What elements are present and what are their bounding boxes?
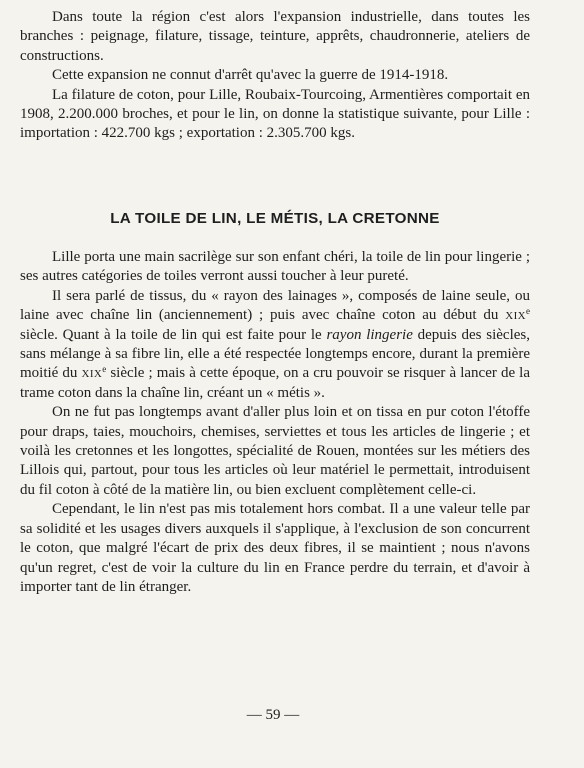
paragraph-pur-coton: On ne fut pas longtemps avant d'aller plus loin et on tissa en pur coton l'étoffe pour draps, taies, mouchoirs, chemises, serviettes et tous les articles de lingerie ; et voilà les cretonnes et les longottes, spécialité de Rouen, montées sur les métiers des Lillois qui, partout, pour tous les articles où leur matériel le permettait, introduisent du fil coton à côté de la matière lin, ou bien excluent complètement celle-ci. [20,404,530,498]
paragraph-tissus [20,287,530,403]
paragraph-tissus-part-a: Il sera parlé de tissus, du « rayon des lainages », composés de laine seule, ou laine avec chaîne lin (anciennement) ; puis avec chaîne coton au début du [20,287,530,324]
paragraph-cependant: Cependant, le lin n'est pas mis totalement hors combat. Il a une valeur telle par sa solidité et les usages divers auxquels il s'applique, à l'exclusion de son concurrent le coton, que malgré l'écart de prix des deux fibres, il se maintient ; nous n'avons qu'un regret, c'est de voir la culture du lin en France perdre du terrain, et d'avoir à importer tant de lin étranger. [20,501,530,595]
paragraph-tissus-part-b: siècle. Quant à la toile de lin qui est faite pour le [20,326,327,343]
century-numeral: xix [81,365,103,382]
paragraph-expansion: Dans toute la région c'est alors l'expansion industrielle, dans toutes les branches : peignage, filature, tissage, teinture, apprêts, chaudronnerie, ateliers de constructions. [20,9,530,64]
page-number: — 59 — [246,707,300,723]
paragraph-tissus-part-c: depuis des siècles, sans mélange à sa fibre lin, elle a été respectée longtemps encore, durant la première moitié du [20,326,530,382]
century-superscript: e [526,306,530,317]
rayon-lingerie-italic: rayon lingerie [326,326,413,343]
paragraph-tissus-part-d: siècle ; mais à cette époque, on a cru pouvoir se risquer à lancer de la trame coton dans la chaîne lin, créant un « métis ». [20,365,531,401]
intro-text-block [20,8,530,144]
century-superscript: e [102,364,107,375]
century-numeral: xix [505,307,526,324]
paragraph-lille-toile: Lille porta une main sacrilège sur son enfant chéri, la toile de lin pour lingerie ; ses autres catégories de toiles verront aussi toucher à leur pureté. [20,249,530,285]
paragraph-war: Cette expansion ne connut d'arrêt qu'avec la guerre de 1914-1918. [52,67,449,84]
section-heading: LA TOILE DE LIN, LE MÉTIS, LA CRETONNE [110,210,440,227]
paragraph-filature: La filature de coton, pour Lille, Roubaix-Tourcoing, Armentières comportait en 1908, 2.200.000 broches, et pour le lin, on donne la statistique suivante, pour Lille : importation : 422.700 kgs ; exportation : 2.305.700 kgs. [20,86,530,142]
section-text-block [20,248,530,597]
